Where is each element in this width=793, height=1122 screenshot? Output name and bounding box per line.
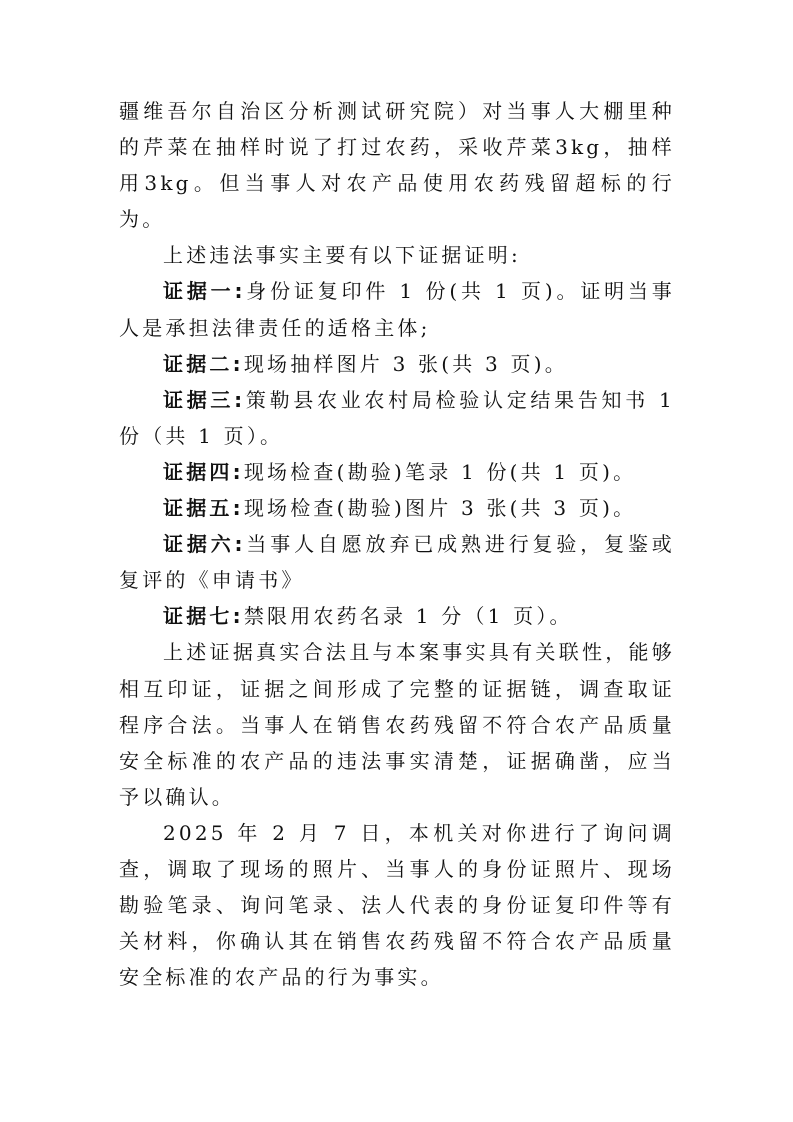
evidence-label: 证据四: [163, 459, 244, 484]
evidence-item-3 [119, 382, 675, 454]
paragraph-evidence-intro: 上述违法事实主要有以下证据证明: [163, 243, 521, 268]
evidence-text: 策勒县农业农村局检验认定结果告知书 1 份（共 1 页）。 [119, 387, 675, 448]
paragraph-sampling-facts: 疆维吾尔自治区分析测试研究院）对当事人大棚里种的芹菜在抽样时说了打过农药，采收芹菜3kg，抽样用3kg。但当事人对农产品使用农药残留超标的行为。 [119, 99, 675, 232]
evidence-label: 证据一: [163, 279, 246, 304]
paragraph-evidence-assessment: 上述证据真实合法且与本案事实具有关联性，能够相互印证，证据之间形成了完整的证据链，调查取证程序合法。当事人在销售农药残留不符合农产品质量安全标准的农产品的违法事实清楚，证据确凿，应当予以确认。 [119, 640, 675, 809]
evidence-label: 证据七: [163, 604, 244, 629]
evidence-item-1 [119, 273, 675, 345]
evidence-item-2 [119, 346, 675, 382]
paragraph-inquiry: 2025 年 2 月 7 日，本机关对你进行了询问调查，调取了现场的照片、当事人的身份证照片、现场勘验笔录、询问笔录、法人代表的身份证复印件等有关材料，你确认其在销售农药残留不符合农产品质量安全标准的农产品的行为事实。 [119, 820, 675, 990]
evidence-label: 证据二: [163, 351, 244, 376]
evidence-text: 现场检查(勘验)图片 3 张(共 3 页)。 [243, 496, 637, 521]
evidence-item-7 [119, 598, 675, 634]
evidence-label: 证据六: [163, 532, 246, 557]
evidence-text: 禁限用农药名录 1 分（1 页）。 [243, 604, 573, 629]
evidence-label: 证据五: [163, 496, 244, 521]
evidence-text: 当事人自愿放弃已成熟进行复验，复鉴或复评的《申请书》 [119, 532, 675, 593]
evidence-item-6 [119, 526, 675, 598]
evidence-text: 身份证复印件 1 份(共 1 页)。证明当事人是承担法律责任的适格主体; [119, 279, 675, 340]
evidence-item-5 [119, 490, 675, 526]
evidence-text: 现场抽样图片 3 张(共 3 页)。 [243, 351, 568, 376]
evidence-text: 现场检查(勘验)笔录 1 份(共 1 页)。 [243, 459, 637, 484]
document-body [119, 93, 675, 995]
evidence-item-4 [119, 454, 675, 490]
evidence-label: 证据三: [163, 387, 246, 412]
